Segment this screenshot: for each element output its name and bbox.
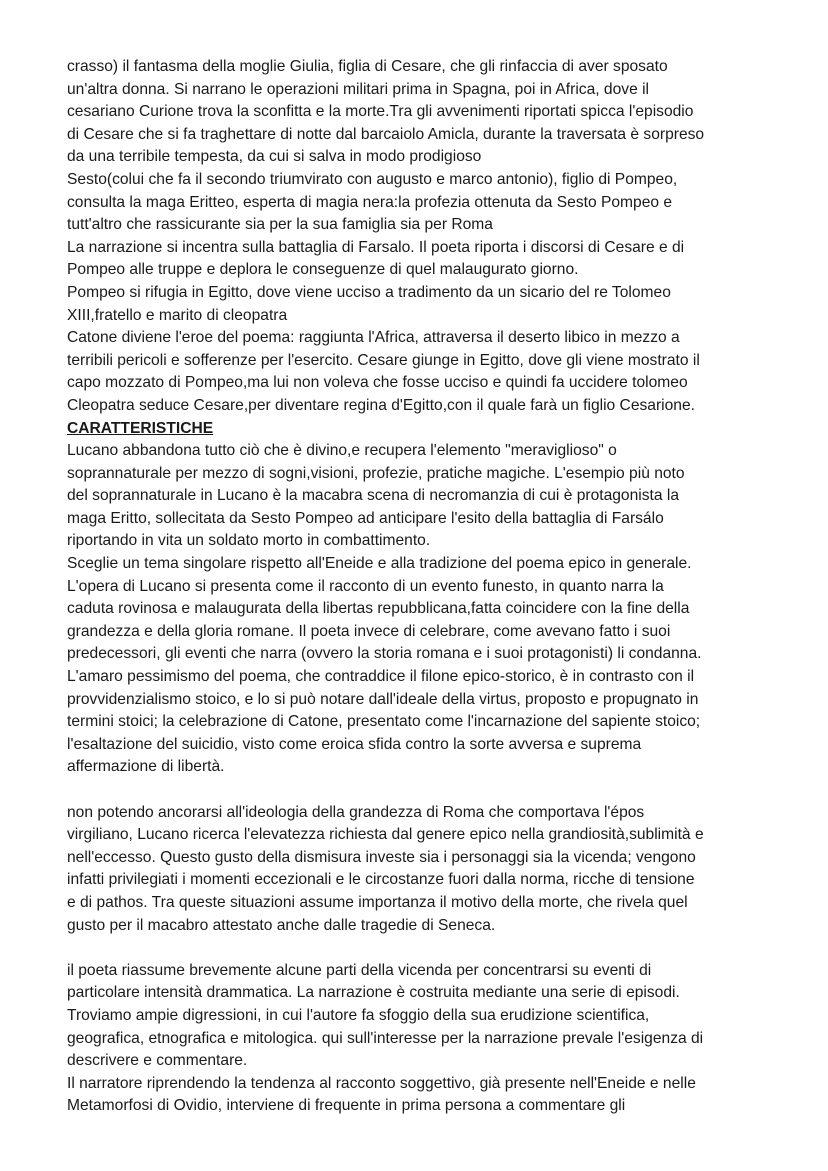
text-line: provvidenzialismo stoico, e lo si può notare dall'ideale della virtus, proposto e propugnato in — [67, 690, 699, 708]
text-line: descrivere e commentare. — [67, 1052, 248, 1070]
paragraph-narration — [67, 960, 767, 1118]
text-line: Sesto(colui che fa il secondo triumvirato con augusto e marco antonio), figlio di Pompeo, — [67, 170, 678, 188]
text-line: l'esaltazione del suicidio, visto come eroica sfida contro la sorte avversa e suprema — [67, 735, 642, 753]
paragraph-spacer — [67, 779, 767, 802]
paragraph-characteristics — [67, 440, 767, 779]
text-line: di Cesare che si fa traghettare di notte dal barcaiolo Amicla, durante la traversata è sorpreso — [67, 125, 705, 143]
text-line: virgiliano, Lucano ricerca l'elevatezza richiesta dal genere epico nella grandiosità,sublimità e — [67, 826, 704, 844]
text-line: e di pathos. Tra queste situazioni assume importanza il motivo della morte, che rivela quel — [67, 893, 688, 911]
text-line: crasso) il fantasma della moglie Giulia, figlia di Cesare, che gli rinfaccia di aver sposato — [67, 58, 668, 75]
text-line: La narrazione si incentra sulla battaglia di Farsalo. Il poeta riporta i discorsi di Cesare e di — [67, 238, 685, 256]
text-line: Sceglie un tema singolare rispetto all'Eneide e alla tradizione del poema epico in generale. — [67, 555, 692, 573]
text-line: Catone diviene l'eroe del poema: raggiunta l'Africa, attraversa il deserto libico in mezzo a — [67, 329, 680, 347]
paragraph-plot — [67, 56, 767, 418]
text-line: Il narratore riprendendo la tendenza al racconto soggettivo, già presente nell'Eneide e nelle — [67, 1074, 696, 1092]
text-line: il poeta riassume brevemente alcune parti della vicenda per concentrarsi su eventi di — [67, 961, 652, 979]
text-line: capo mozzato di Pompeo,ma lui non voleva che fosse ucciso e quindi fa uccidere tolomeo — [67, 374, 688, 392]
text-line: Metamorfosi di Ovidio, interviene di frequente in prima persona a commentare gli — [67, 1097, 626, 1115]
text-line: nell'eccesso. Questo gusto della dismisura investe sia i personaggi sia la vicenda; vengono — [67, 848, 696, 866]
paragraph-style — [67, 802, 767, 938]
text-line: particolare intensità drammatica. La narrazione è costruita mediante una serie di episodi. — [67, 984, 680, 1002]
paragraph-spacer — [67, 937, 767, 960]
text-line: gusto per il macabro attestato anche dalle tragedie di Seneca. — [67, 916, 496, 934]
text-line: L'amaro pessimismo del poema, che contraddice il filone epico-storico, è in contrasto con il — [67, 668, 695, 686]
text-line: Cleopatra seduce Cesare,per diventare regina d'Egitto,con il quale farà un figlio Cesarione. — [67, 396, 695, 414]
text-line: Troviamo ampie digressioni, in cui l'autore fa sfoggio della sua erudizione scientifica, — [67, 1006, 650, 1024]
text-line: da una terribile tempesta, da cui si salva in modo prodigioso — [67, 148, 482, 166]
text-line: non potendo ancorarsi all'ideologia della grandezza di Roma che comportava l'épos — [67, 803, 645, 821]
text-line: un'altra donna. Si narrano le operazioni militari prima in Spagna, poi in Africa, dove il — [67, 80, 650, 98]
text-line: affermazione di libertà. — [67, 758, 225, 776]
text-line: cesariano Curione trova la sconfitta e la morte.Tra gli avvenimenti riportati spicca l'episodio — [67, 103, 694, 121]
text-line: tutt'altro che rassicurante sia per la sua famiglia sia per Roma — [67, 216, 493, 234]
text-line: consulta la maga Eritteo, esperta di magia nera:la profezia ottenuta da Sesto Pompeo e — [67, 193, 673, 211]
text-line: Lucano abbandona tutto ciò che è divino,e recupera l'elemento "meraviglioso" o — [67, 442, 617, 460]
text-line: caduta rovinosa e malaugurata della libertas repubblicana,fatta coincidere con la fine della — [67, 600, 690, 618]
text-line: termini stoici; la celebrazione di Catone, presentato come l'incarnazione del sapiente stoico; — [67, 713, 701, 731]
document-page — [67, 56, 767, 1118]
text-line: XIII,fratello e marito di cleopatra — [67, 306, 288, 324]
text-line: riportando in vita un soldato morto in combattimento. — [67, 532, 431, 550]
text-line: infatti privilegiati i momenti eccezionali e le circostanze fuori dalla norma, ricche di tensione — [67, 871, 695, 889]
section-heading: CARATTERISTICHE — [67, 419, 214, 437]
text-line: Pompeo si rifugia in Egitto, dove viene ucciso a tradimento da un sicario del re Tolomeo — [67, 283, 671, 301]
text-line: maga Eritto, sollecitata da Sesto Pompeo ad anticipare l'esito della battaglia di Farsálo — [67, 509, 664, 527]
text-line: terribili pericoli e sofferenze per l'esercito. Cesare giunge in Egitto, dove gli viene mostrato il — [67, 351, 700, 369]
text-line: del soprannaturale in Lucano è la macabra scena di necromanzia di cui è protagonista la — [67, 487, 680, 505]
text-line: L'opera di Lucano si presenta come il racconto di un evento funesto, in quanto narra la — [67, 577, 664, 595]
text-line: Pompeo alle truppe e deplora le conseguenze di quel malaugurato giorno. — [67, 261, 579, 279]
text-line: soprannaturale per mezzo di sogni,visioni, profezie, pratiche magiche. L'esempio più noto — [67, 464, 685, 482]
text-line: grandezza e della gloria romane. Il poeta invece di celebrare, come avevano fatto i suoi — [67, 622, 671, 640]
text-line: predecessori, gli eventi che narra (ovvero la storia romana e i suoi protagonisti) li condanna. — [67, 645, 702, 663]
text-line: geografica, etnografica e mitologica. qui sull'interesse per la narrazione prevale l'esigenza di — [67, 1029, 704, 1047]
